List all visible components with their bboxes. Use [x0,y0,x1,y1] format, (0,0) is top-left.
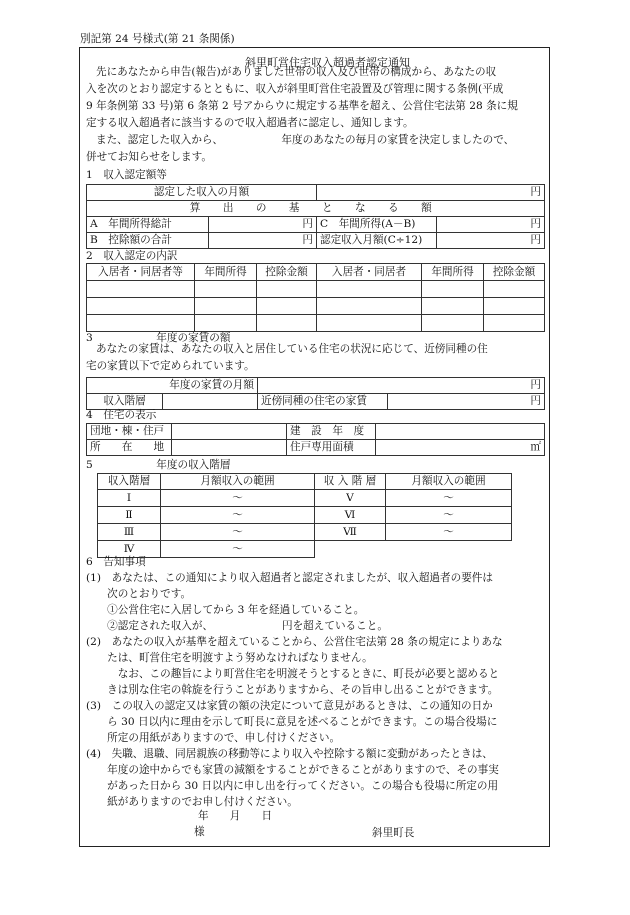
income-breakdown-table [86,263,545,332]
level-cell: Ⅰ [98,490,161,507]
notice-line: ②認定された収入が、 円を超えていること。 [86,620,388,632]
breakdown-header: 入居者・同居者 [317,264,422,281]
deduction-total-value: 円 [209,233,317,249]
breakdown-header: 控除金額 [484,264,545,281]
notice-line: (4) 失職、退職、同居親族の移動等により収入や控除する額に変動があったときは、 [86,748,493,760]
breakdown-header: 年間所得 [195,264,257,281]
construction-year-label: 建 設 年 度 [287,424,376,440]
level-header: 収入階層 [98,474,161,490]
section1-heading: 1 収入認定額等 [86,169,167,181]
intro-line: 定する収入超過者に該当するので収入超過者に認定し、通知します。 [86,117,414,129]
housing-table [86,423,545,456]
notice-line: 次のとおりです。 [86,588,192,600]
annual-income-total-value: 円 [209,217,317,233]
income-level-label: 収入階層 [87,394,163,410]
form-id: 別記第 24 号様式(第 21 条関係) [80,33,235,45]
table-row [87,315,545,332]
level-cell: Ⅵ [315,507,386,524]
nearby-rent-value: 円 [388,394,545,410]
table-row [87,298,545,315]
range-cell: ～ [386,524,512,541]
range-cell [386,541,512,558]
housing-unit-value [172,424,287,440]
intro-paragraph [86,64,544,166]
floor-area-label: 住戸専用面積 [287,440,376,456]
address-value [172,440,287,456]
monthly-income-label: 認定した収入の月額 [87,185,317,201]
level-cell: Ⅴ [315,490,386,507]
notice-line: きは別な住宅の斡旋を行うことがありますから、その旨申し出ることができます。 [86,684,499,696]
notice-line: (2) あなたの収入が基準を超えていることから、公営住宅法第 28 条の規定によりあな [86,636,503,648]
table-row [87,281,545,298]
section2-heading: 2 収入認定の内訳 [86,250,178,262]
notice-line: ら 30 日以内に理由を示して町長に意見を述べることができます。この場合役場に [86,716,498,728]
deduction-total-label: B 控除額の合計 [87,233,209,249]
section3-heading: 3 年度の家賃の額 [86,332,231,344]
calculation-basis-label: 算 出 の 基 と な る 額 [87,201,545,217]
level-cell: Ⅲ [98,524,161,541]
document-title: 斜里町営住宅収入超過者認定通知 [245,56,410,69]
rent-explanation [86,341,544,375]
range-cell: ～ [161,490,315,507]
rent-text-line: 宅の家賃以下で定められています。 [86,360,255,372]
section4-heading: 4 住宅の表示 [86,409,157,421]
address-label: 所 在 地 [87,440,172,456]
notice-line: 年度の途中からでも家賃の減額をすることができることがありますので、その事実 [86,764,499,776]
floor-area-value: ㎡ [376,440,545,456]
certified-monthly-label: 認定収入月額(C÷12) [317,233,437,249]
certified-monthly-value: 円 [437,233,545,249]
intro-line: 併せてお知らせをします。 [86,151,212,163]
notice-line: 紙がありますのでお申し付けください。 [86,796,298,808]
section5-heading: 5 年度の収入階層 [86,459,231,471]
sender-name: 斜里町長 [372,827,415,839]
range-cell: ～ [161,524,315,541]
notice-list [86,570,544,810]
intro-line: 9 年条例第 33 号)第 6 条第 2 号アからウに規定する基準を超え、公営住宅法第 28 条に規 [86,100,518,112]
rent-text-line: あなたの家賃は、あなたの収入と居住している住宅の状況に応じて、近傍同種の住 [96,343,488,355]
table-row [98,507,512,524]
breakdown-header: 年間所得 [422,264,484,281]
recipient-honorific: 様 [194,826,205,838]
intro-line: また、認定した収入から、 年度のあなたの毎月の家賃を決定しましたので、 [96,134,515,146]
level-cell: Ⅱ [98,507,161,524]
income-level-value [163,394,258,410]
annual-income-total-label: A 年間所得総計 [87,217,209,233]
income-level-table [97,473,512,558]
notice-line: (1) あなたは、この通知により収入超過者と認定されましたが、収入超過者の要件は [86,572,493,584]
range-cell: ～ [386,507,512,524]
notice-line: ①公営住宅に入居してから 3 年を経過していること。 [86,604,365,616]
notice-date: 年 月 日 [198,810,273,822]
level-header: 月額収入の範囲 [386,474,512,490]
breakdown-header: 控除金額 [257,264,317,281]
section6-heading: 6 告知事項 [86,556,146,568]
notice-line: たは、町営住宅を明渡すよう努めなければなりません。 [86,652,373,664]
monthly-rent-label: 年度の家賃の月額 [87,378,258,394]
annual-income-net-label: C 年間所得(A－B) [317,217,437,233]
level-cell [315,541,386,558]
notice-line: があった日から 30 日以内に申し出を行ってください。この場合も役場に所定の用 [86,780,499,792]
table-row [98,524,512,541]
level-cell: Ⅶ [315,524,386,541]
notice-line: 所定の用紙がありますので、申し付けください。 [86,732,341,744]
table-row [98,541,512,558]
rent-table [86,377,545,410]
income-certification-table [86,184,545,249]
annual-income-net-value: 円 [437,217,545,233]
monthly-rent-value: 円 [258,378,545,394]
housing-unit-label: 団地・棟・住戸 [87,424,172,440]
notice-line: (3) この収入の認定又は家賃の額の決定について意見があるときは、この通知の日か [86,700,493,712]
range-cell: ～ [386,490,512,507]
intro-line: 入を次のとおり認定するとともに、収入が斜里町営住宅設置及び管理に関する条例(平成 [86,83,504,95]
range-cell: ～ [161,507,315,524]
monthly-income-value: 円 [317,185,545,201]
range-cell: ～ [161,541,315,558]
notice-line: なお、この趣旨により町営住宅を明渡そうとするときに、町長が必要と認めると [86,668,500,680]
level-header: 収 入 階 層 [315,474,386,490]
level-cell: Ⅳ [98,541,161,558]
table-row [98,490,512,507]
breakdown-header: 入居者・同居者等 [87,264,195,281]
nearby-rent-label: 近傍同種の住宅の家賃 [258,394,388,410]
intro-line: 先にあなたから申告(報告)がありました世帯の収入及び世帯の構成から、あなたの収 [96,66,497,78]
level-header: 月額収入の範囲 [161,474,315,490]
construction-year-value [376,424,545,440]
